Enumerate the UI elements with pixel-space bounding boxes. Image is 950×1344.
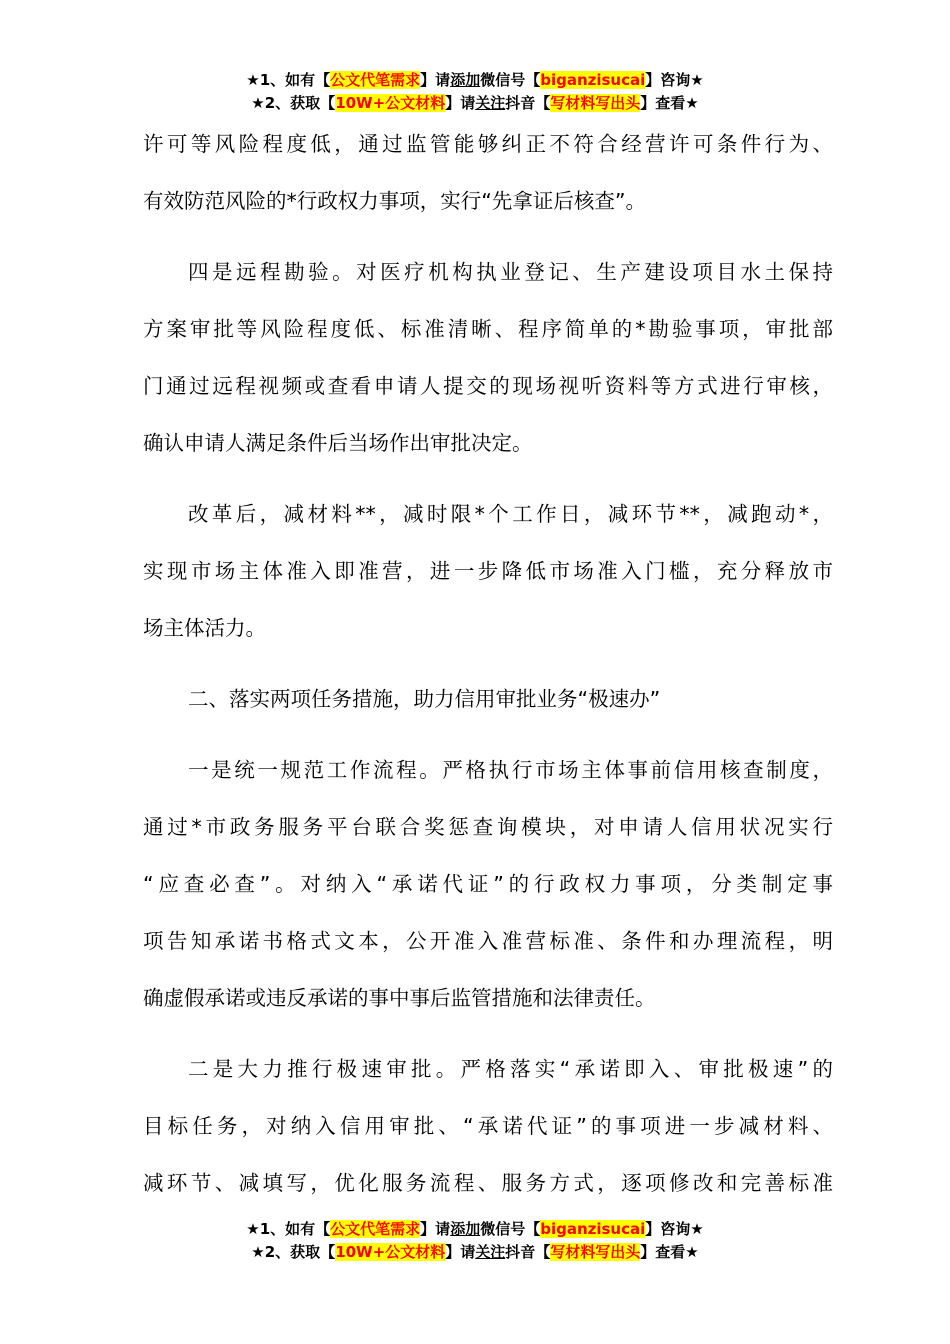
text-line: 二是大力推行极速审批。严格落实“承诺即入、审批极速”的 [188, 1057, 833, 1081]
banner-text: ★2、获取【 [251, 94, 336, 112]
text-line: 有效防范风险的*行政权力事项，实行“先拿证后核查”。 [143, 189, 646, 213]
banner-text: ★1、如有【 [246, 1220, 331, 1238]
text-line: 方案审批等风险程度低、标准清晰、程序简单的*勘验事项，审批部 [143, 317, 833, 341]
text-line: “应查必查”。对纳入“承诺代证”的行政权力事项，分类制定事 [143, 872, 833, 896]
paragraph-after-reform [143, 486, 833, 657]
paragraph-workflow [143, 742, 833, 1027]
text-line: 通过*市政务服务平台联合奖惩查询模块，对申请人信用状况实行 [143, 815, 833, 839]
banner-wechat-id: biganzisucai [540, 71, 646, 89]
banner-highlight: 10W+公文材料 [335, 1243, 446, 1261]
banner-underlined: 添加 [450, 71, 481, 89]
banner-line-2 [0, 1241, 950, 1264]
paragraph-continuation [143, 116, 833, 230]
banner-text: 】请 [420, 71, 451, 89]
banner-text: 】咨询★ [645, 1220, 704, 1238]
text-line: 四是远程勘验。对医疗机构执业登记、生产建设项目水土保持 [188, 260, 833, 284]
banner-text: ★1、如有【 [246, 71, 331, 89]
document-body [143, 116, 833, 1212]
banner-underlined: 关注 [475, 1243, 506, 1261]
text-line: 确认申请人满足条件后当场作出审批决定。 [143, 431, 533, 455]
heading-line: 二、落实两项任务措施，助力信用审批业务“极速办” [188, 687, 661, 711]
banner-wechat-id: biganzisucai [540, 1220, 646, 1238]
footer-banner [0, 1218, 950, 1264]
text-line: 目标任务，对纳入信用审批、“承诺代证”的事项进一步减材料、 [143, 1114, 833, 1138]
banner-underlined: 添加 [450, 1220, 481, 1238]
banner-text: 微信号【 [480, 1220, 541, 1238]
banner-text: 微信号【 [480, 71, 541, 89]
banner-line-1 [0, 69, 950, 92]
banner-douyin-name: 写材料写出头 [550, 94, 641, 112]
banner-highlight: 公文代笔需求 [330, 71, 421, 89]
banner-douyin-name: 写材料写出头 [550, 1243, 641, 1261]
paragraph-fast-approval [143, 1041, 833, 1212]
banner-highlight: 10W+公文材料 [335, 94, 446, 112]
banner-text: 】咨询★ [645, 71, 704, 89]
text-line: 门通过远程视频或查看申请人提交的现场视听资料等方式进行审核， [143, 374, 833, 398]
banner-text: 】请 [445, 94, 476, 112]
text-line: 减环节、减填写，优化服务流程、服务方式，逐项修改和完善标准 [143, 1171, 833, 1195]
banner-text: 】查看★ [640, 1243, 699, 1261]
text-line: 许可等风险程度低，通过监管能够纠正不符合经营许可条件行为、 [143, 132, 833, 156]
banner-text: 】请 [420, 1220, 451, 1238]
banner-line-1 [0, 1218, 950, 1241]
banner-text: 】请 [445, 1243, 476, 1261]
section-heading [143, 671, 833, 728]
text-line: 实现市场主体准入即准营，进一步降低市场准入门槛，充分释放市 [143, 559, 833, 583]
text-line: 项告知承诺书格式文本，公开准入准营标准、条件和办理流程，明 [143, 929, 833, 953]
banner-text: ★2、获取【 [251, 1243, 336, 1261]
banner-line-2 [0, 92, 950, 115]
banner-text: 抖音【 [505, 94, 551, 112]
header-banner [0, 69, 950, 115]
paragraph-remote-inspection [143, 244, 833, 472]
banner-text: 】查看★ [640, 94, 699, 112]
text-line: 确虚假承诺或违反承诺的事中事后监管措施和法律责任。 [143, 986, 656, 1010]
banner-underlined: 关注 [475, 94, 506, 112]
text-line: 场主体活力。 [143, 616, 266, 640]
text-line: 改革后，减材料**，减时限*个工作日，减环节**，减跑动*， [188, 502, 833, 526]
text-line: 一是统一规范工作流程。严格执行市场主体事前信用核查制度， [188, 758, 833, 782]
banner-highlight: 公文代笔需求 [330, 1220, 421, 1238]
banner-text: 抖音【 [505, 1243, 551, 1261]
